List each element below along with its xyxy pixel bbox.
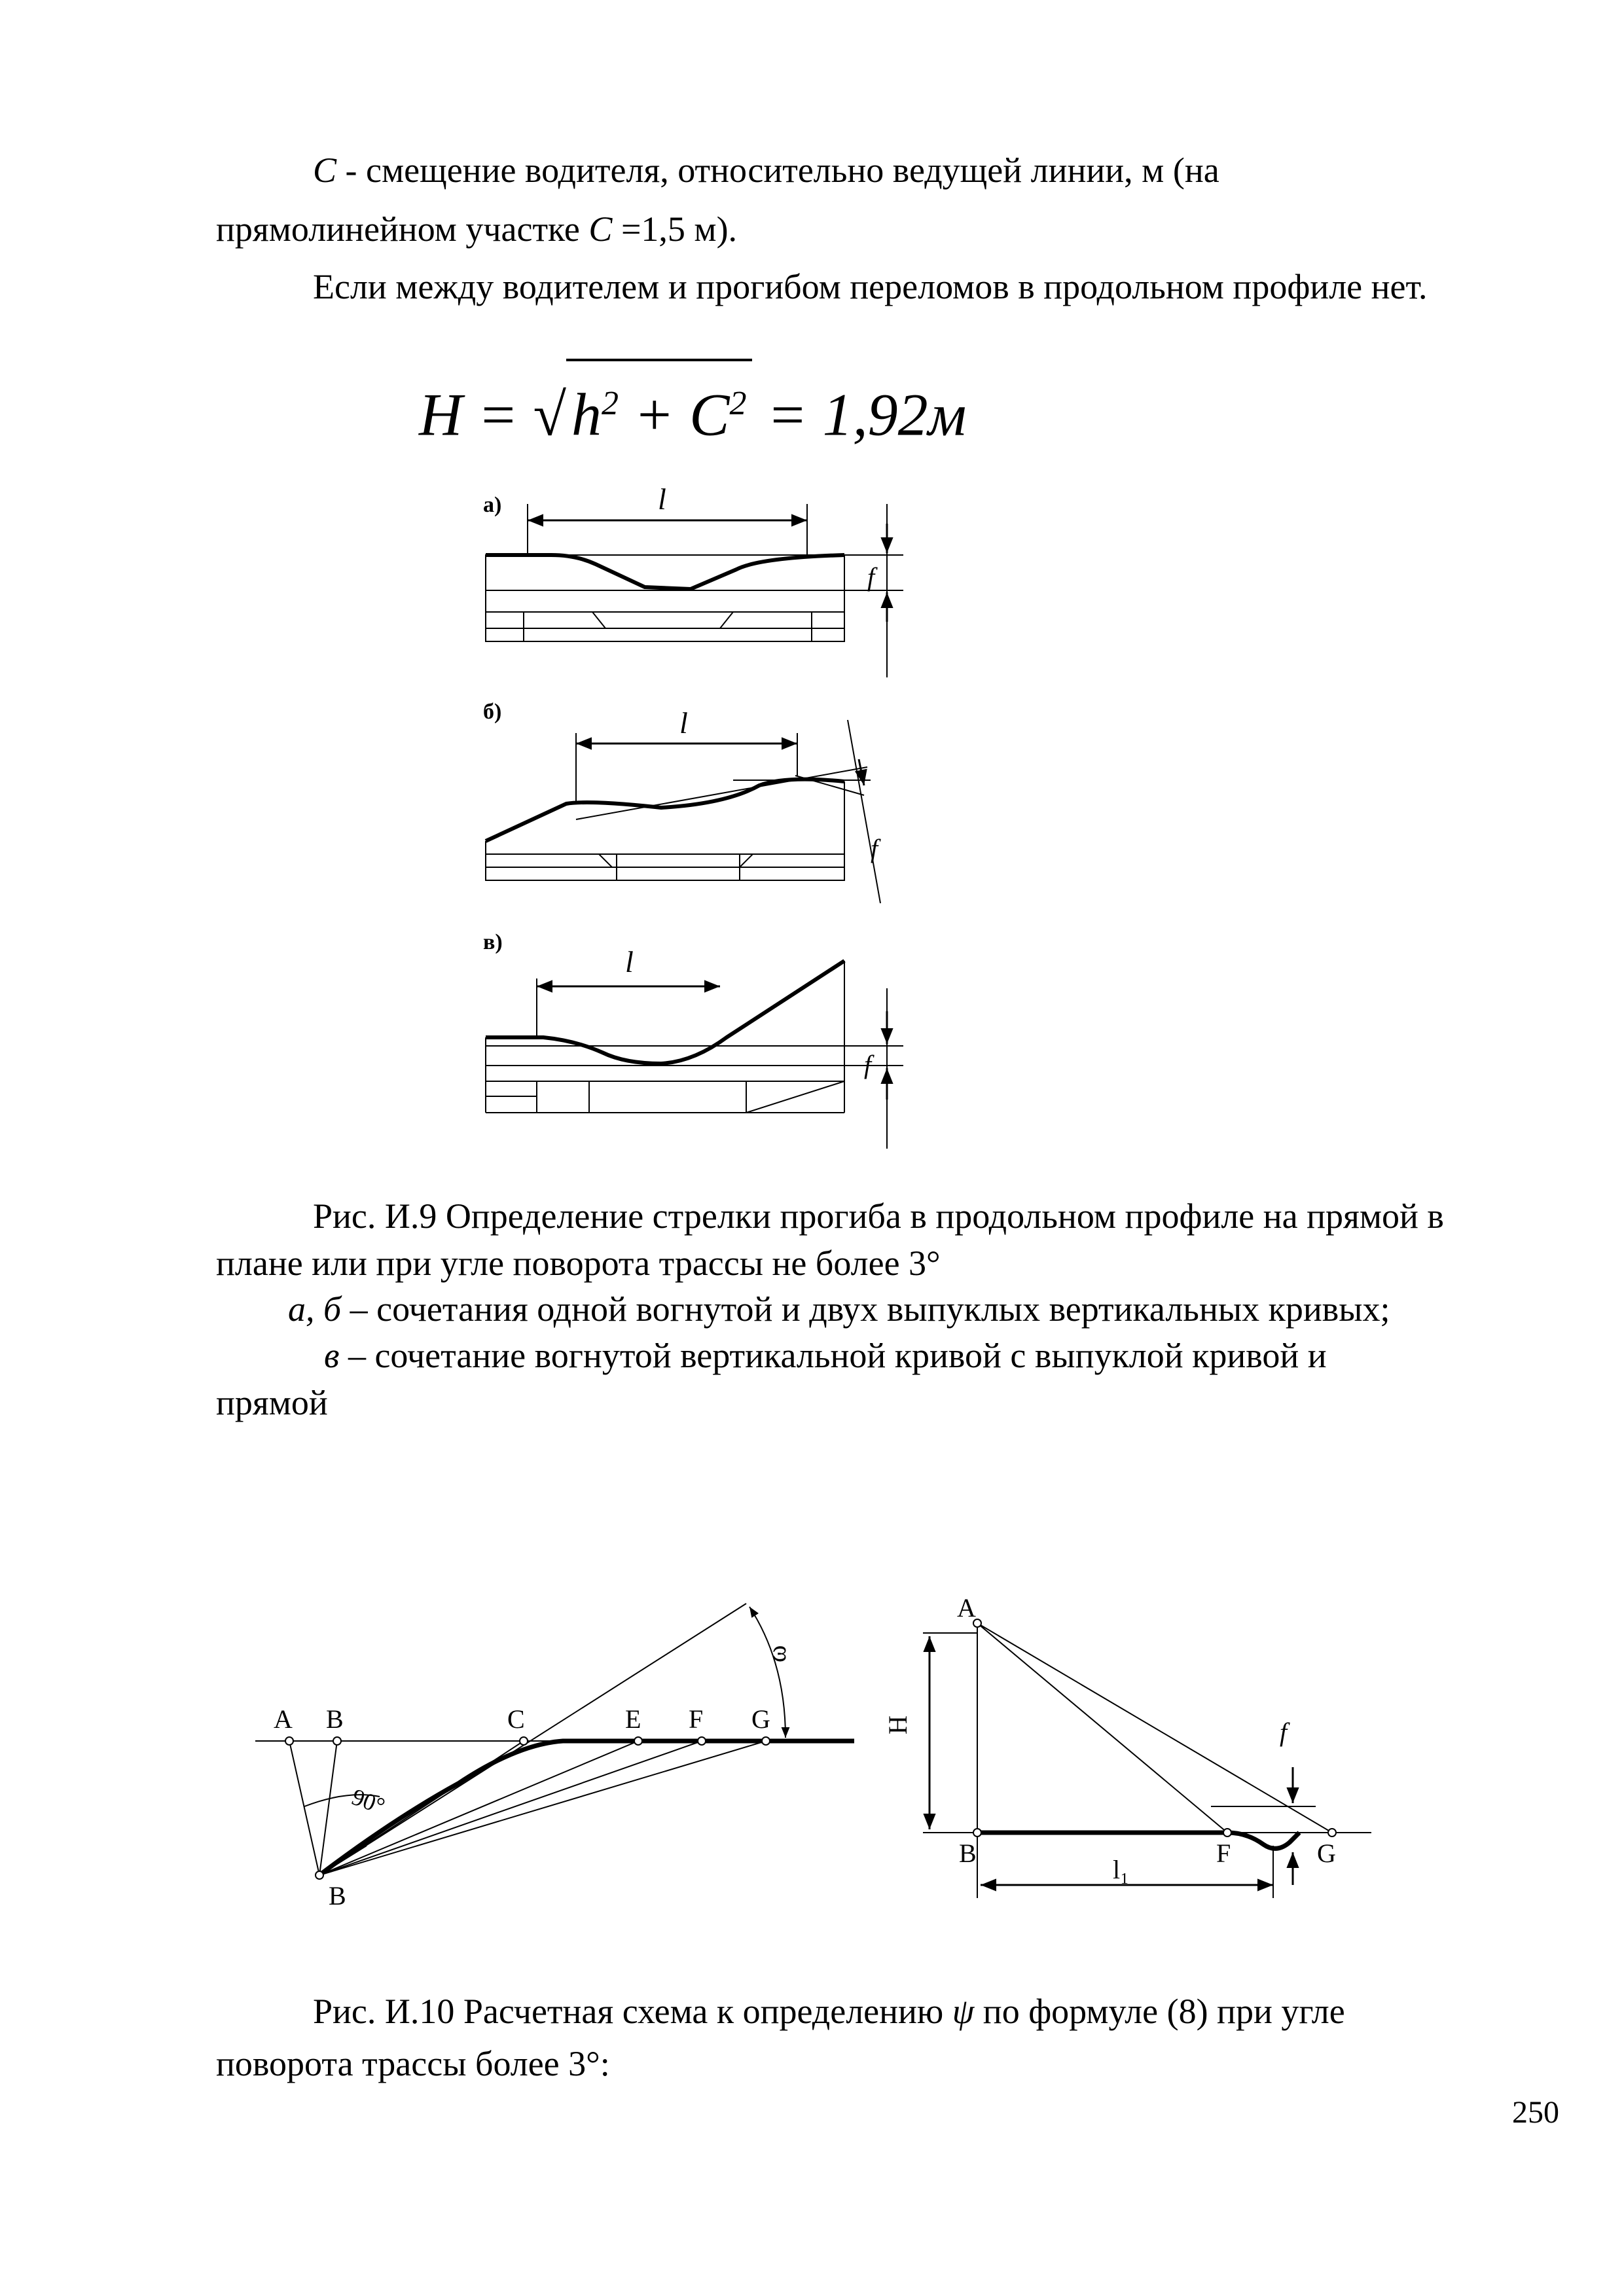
- fig10-left-C: C: [507, 1704, 525, 1734]
- formula-exp-h: 2: [602, 385, 619, 422]
- fig10-left-B: B: [326, 1704, 344, 1734]
- fig9-b-profile: [486, 780, 844, 841]
- fig10-right-B: B: [959, 1839, 977, 1868]
- var-c-2: C: [588, 209, 613, 249]
- fig9-label-v: в): [483, 930, 503, 954]
- fig10-left-G: G: [751, 1704, 770, 1734]
- fig10-left: [255, 1604, 854, 1879]
- fig10-right-F: F: [1216, 1839, 1231, 1868]
- paragraph-1-line-1-text: - смещение водителя, относительно ведущей линии, м (на: [336, 151, 1219, 190]
- fig10-H: H: [883, 1715, 912, 1734]
- fig9-v: [483, 930, 903, 1149]
- fig9-caption-line-5: прямой: [216, 1383, 328, 1422]
- fig10-right-G: G: [1317, 1839, 1336, 1868]
- fig9-caption-line-4-italic: в –: [324, 1336, 366, 1375]
- page-number: 250: [1512, 2095, 1559, 2130]
- fig9-b-l: l: [679, 706, 688, 740]
- fig10-f: f: [1280, 1717, 1288, 1747]
- fig9-caption-line-3: [288, 1284, 1390, 1334]
- fig9-a-f: f: [867, 562, 875, 592]
- fig9-caption-line-3-italic: а, б –: [288, 1289, 368, 1329]
- fig10-l1: l₁: [1113, 1855, 1130, 1884]
- fig9-caption-line-4-text: сочетание вогнутой вертикальной кривой с выпуклой кривой и: [365, 1336, 1327, 1375]
- fig10-omega: ω: [762, 1645, 791, 1662]
- fig9-b-f: f: [871, 834, 878, 863]
- fig9-caption-line-1: Рис. И.9 Определение стрелки прогиба в продольном профиле на прямой в: [313, 1196, 1444, 1236]
- fig9-label-b: б): [483, 700, 502, 724]
- fig9-caption-line-4: [324, 1331, 1327, 1380]
- fig9-a-l: l: [658, 482, 666, 516]
- fig10-left-A: A: [274, 1704, 293, 1734]
- fig10-right: [923, 1619, 1371, 1898]
- fig10-caption-b: по формуле (8) при угле: [974, 1992, 1345, 2031]
- fig9-caption-line-2: плане или при угле поворота трассы не более 3°: [216, 1244, 941, 1283]
- formula-plus: +: [619, 381, 690, 448]
- fig9-v-f: f: [864, 1050, 872, 1079]
- paragraph-1-line-2-a: прямолинейном участке: [216, 209, 589, 249]
- formula-rhs: = 1,92м: [751, 381, 967, 448]
- formula-exp-c: 2: [729, 385, 747, 422]
- fig10-caption-line-1: [313, 1986, 1345, 2036]
- paragraph-2: Если между водителем и прогибом переломов в продольном профиле нет.: [313, 267, 1428, 306]
- fig9-label-a: а): [483, 493, 502, 517]
- fig9-a: [483, 482, 903, 677]
- fig10-caption-a: Рис. И.10 Расчетная схема к определению: [313, 1992, 952, 2031]
- fig10-right-labels: [883, 1593, 1336, 1884]
- fig10-caption-line-2: поворота трассы более 3°:: [216, 2044, 610, 2083]
- fig10-left-F: F: [689, 1704, 704, 1734]
- fig9-a-profile: [486, 555, 844, 589]
- var-c: C: [313, 151, 337, 190]
- fig10-right-A: A: [957, 1593, 976, 1623]
- fig10-left-B-bottom: B: [329, 1881, 346, 1910]
- fig10-caption-psi: ψ: [952, 1992, 975, 2031]
- formula-h: h: [571, 381, 602, 448]
- fig9-v-l: l: [625, 945, 634, 978]
- formula-lhs: H =: [419, 381, 533, 448]
- fig10-left-E: E: [625, 1704, 641, 1734]
- fig9-b: [483, 700, 881, 903]
- fig10-angle-90: 90°: [348, 1783, 389, 1820]
- fig10-right-profile: [977, 1833, 1299, 1848]
- fig10-left-labels: [274, 1645, 791, 1910]
- paragraph-1-line-2-b: =1,5 м).: [612, 209, 738, 249]
- fig9-caption-line-3-text: сочетания одной вогнутой и двух выпуклых вертикальных кривых;: [367, 1289, 1390, 1329]
- formula-c: C: [689, 381, 730, 448]
- fig9-v-profile: [486, 961, 844, 1064]
- formula: $H = √h^2 + C^2 = 1,92м$: [419, 359, 966, 457]
